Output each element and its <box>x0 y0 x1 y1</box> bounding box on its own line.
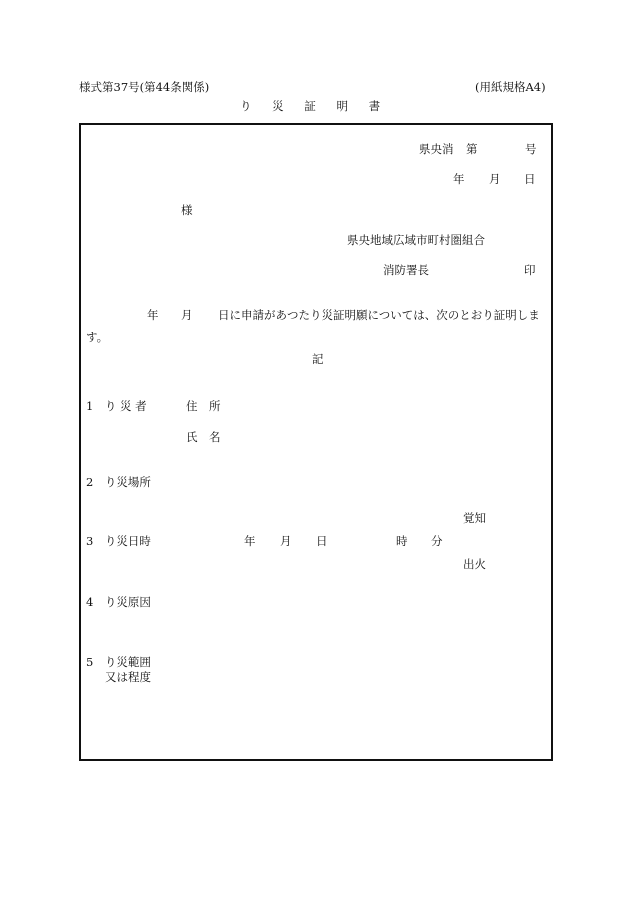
body-month: 月 <box>181 308 193 322</box>
ref-go: 号 <box>525 142 537 156</box>
document-title <box>240 101 397 113</box>
item3-year: 年 <box>244 534 256 548</box>
paper-size-note: (用紙規格A4) <box>475 80 546 94</box>
certificate-frame <box>79 123 553 761</box>
ref-dai: 第 <box>466 142 478 156</box>
body-statement-continued: す。 <box>86 330 109 344</box>
issuing-organization: 県央地域広域市町村圏組合 <box>347 233 485 247</box>
ki-heading: 記 <box>312 352 324 366</box>
item3-hour: 時 <box>396 534 408 548</box>
item3-shukka: 出火 <box>463 557 486 571</box>
title-char: 明 <box>336 99 348 113</box>
item3-kakuchi: 覚知 <box>463 511 486 525</box>
item5-label: 5 り災範囲 <box>86 655 151 669</box>
item3-month: 月 <box>280 534 292 548</box>
body-statement: 日に申請があつたり災証明願については、次のとおり証明しま <box>218 308 540 322</box>
title-char: 書 <box>368 99 381 113</box>
body-year: 年 <box>147 308 159 322</box>
title-char: 証 <box>304 99 316 113</box>
item1-address-label: 住 所 <box>186 399 221 413</box>
item5-label-continued: 又は程度 <box>105 670 151 684</box>
item4-label: 4 り災原因 <box>86 595 151 609</box>
title-char: り <box>240 99 252 113</box>
item1-label: 1 り 災 者 <box>86 399 147 413</box>
item1-name-label: 氏 名 <box>186 430 221 444</box>
item3-minute: 分 <box>431 534 443 548</box>
ref-prefix: 県央消 <box>419 142 454 156</box>
chief-title: 消防署長 <box>383 263 429 277</box>
item3-label: 3 り災日時 <box>86 534 151 548</box>
seal-mark: 印 <box>524 263 536 277</box>
item2-label: 2 り災場所 <box>86 475 151 489</box>
form-number: 様式第37号(第44条関係) <box>79 80 210 94</box>
title-char: 災 <box>272 99 284 113</box>
addressee-sama: 様 <box>181 203 193 217</box>
issue-date-month: 月 <box>489 172 501 186</box>
issue-date-year: 年 <box>453 172 465 186</box>
item3-day: 日 <box>316 534 328 548</box>
issue-date-day: 日 <box>524 172 536 186</box>
